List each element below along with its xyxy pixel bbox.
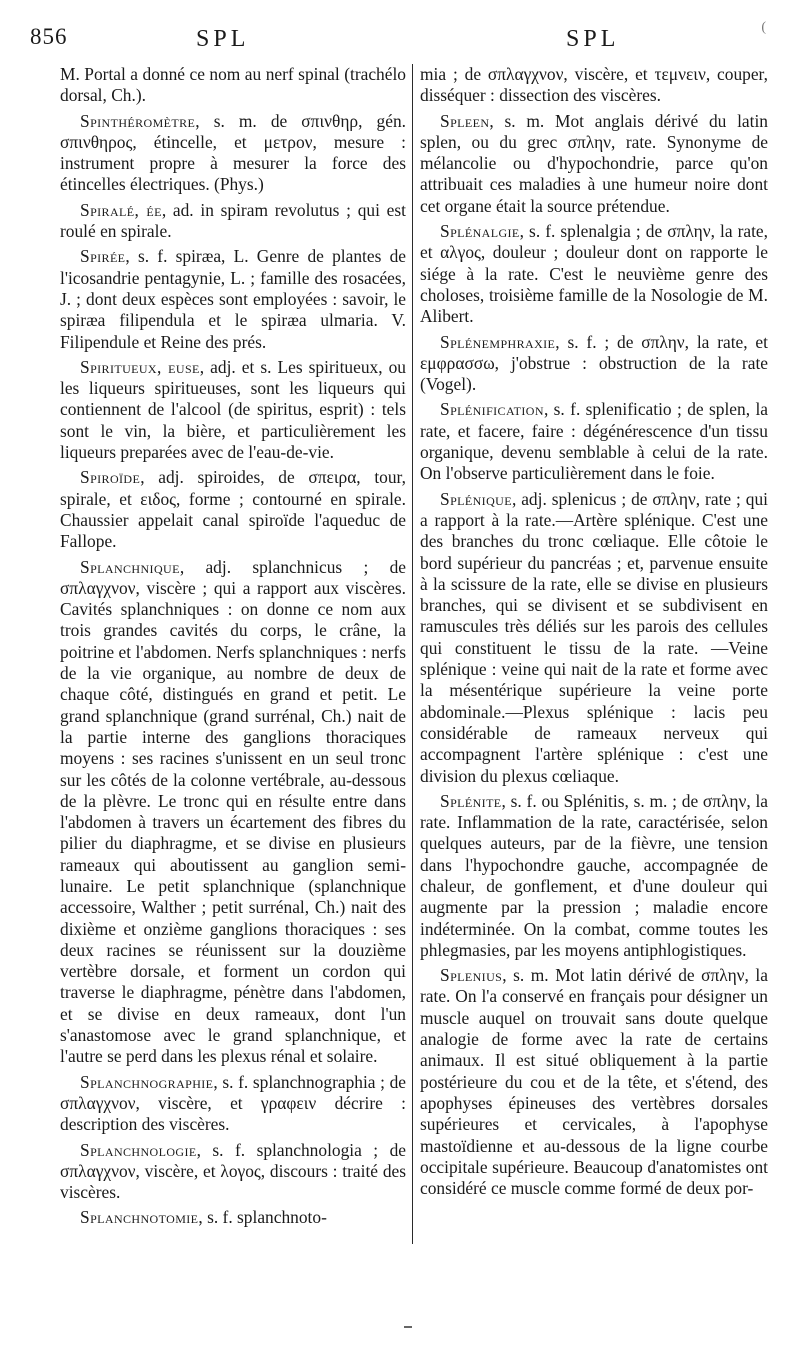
entry-headword: Splanchnotomie [80,1207,199,1228]
entry-headword: Splénique [440,488,512,509]
column-divider [412,64,413,1244]
dictionary-entry [420,221,768,327]
entry-text: , s. f. splanchnographia ; de σπλαγχνον, viscère, et γραφειν décrire : description des viscères. [60,1071,406,1135]
entry-headword: Splenius [440,965,503,986]
entry-text: mia ; de σπλαγχνον, viscère, et τεμνειν, couper, disséquer : dissection des viscères. [420,64,768,106]
continued-text [420,64,768,107]
corner-mark: ( [761,20,766,35]
entry-text: , adj. et s. Les spiritueux, ou les liqueurs spiritueuses, sont les liqueurs qui contiennent de l'alcool (de spiritus, esprit) : tels sont le vin, la bière, et particulièrement les liqueurs preparées avec de l'eau-de-vie. [60,356,406,463]
entry-headword: Splénemphraxie [440,331,556,352]
entry-headword: Splénification [440,399,544,420]
dictionary-entry [60,1072,406,1136]
entry-text: , ad. in spiram revolutus ; qui est roulé en spirale. [60,199,406,242]
entry-text: , s. f. spiræa, L. Genre de plantes de l'icosandrie pentagynie, L. ; famille des rosacées, J. ; dont deux espèces sont employées : savoir, le spiræa filipendula et le spiræa ulmaria. V. Filipendule et Reine des prés. [60,246,406,352]
entry-headword: Splénalgie [440,221,520,242]
entry-text: , s. f. splanchnologia ; de σπλαγχνον, viscère, et λογος, discours : traité des viscères. [60,1139,406,1203]
entry-text: M. Portal a donné ce nom au nerf spinal (trachélo dorsal, Ch.). [60,64,406,106]
entry-headword: Splanchnique [80,556,180,577]
dictionary-entry [60,111,406,196]
dictionary-entry [420,791,768,961]
entry-text: , s. f. ou Splénitis, s. m. ; de σπλην, la rate. Inflammation de la rate, caractérisée, selon quelques auteurs, par de la fièvre, une tension dans l'hypochondre gauche, accompagnée de chaleur, de gonflement, et d'une douleur qui augmente par la pression ; maladie encore indéterminée. On la combat, comme toutes les phlegmasies, par les moyens antiphlogistiques. [420,790,768,960]
dictionary-entry [60,467,406,552]
dictionary-entry [420,965,768,1199]
entry-text: , s. f. splenificatio ; de splen, la rate, et facere, faire : dégénérescence d'un tissu organique, devenu semblable à celui de la rate. On l'observe particulièrement dans le foie. [420,399,768,484]
entry-headword: Spinthéromètre [80,110,196,131]
dictionary-entry [60,1207,406,1228]
entry-text: , s. m. Mot anglais dérivé du latin splen, ou du grec σπλην, rate. Synonyme de mélancolie ou d'hypochondrie, parce qu'on attribuait ces maladies à une humeur noire dont cet organe était la source prétendue. [420,110,768,216]
dictionary-entry [420,489,768,787]
entry-text: , s. m. Mot latin dérivé de σπλην, la rate. On l'a conservé en français pour désigner un muscle auquel on trouvait sans doute quelque analogie de forme avec la rate de certains animaux. Il est situé obliquement à la partie postérieure du cou et de la tête, et s'étend, des apophyses épineuses des vertèbres dorsales supérieures et cervicales, à l'apophyse mastoïdienne et au-dessous de la ligne courbe occipitale supérieure. Beaucoup d'anatomistes ont considéré ce muscle comme formé de deux por- [420,965,768,1199]
dictionary-entry [60,1140,406,1204]
dictionary-entry [60,357,406,463]
dictionary-entry [60,557,406,1068]
entry-headword: Spiroïde [80,467,141,488]
dictionary-entry [420,399,768,484]
right-column [420,64,768,1199]
entry-text: , s. f. splenalgia ; de σπλην, la rate, et αλγος, douleur ; douleur dont on rapporte le siége à la rate. C'est le neuvième genre des choloses, troisième famille de la Nosologie de M. Alibert. [420,221,768,327]
page-number: 856 [30,24,68,49]
entry-headword: Spleen [440,110,490,131]
entry-text: , adj. splanchnicus ; de σπλαγχνον, viscère ; qui a rapport aux viscères. Cavités splanchniques : on donne ce nom aux trois grandes cavités du corps, le crâne, la poitrine et l'abdomen. Nerfs splanchniques : nerfs de la vie organique, au nombre de deux de chaque côté, distingués en grand et petit. Le grand splanchnique (grand surrénal, Ch.) nait de la partie interne des ganglions thoraciques moyens : ses racines s'unissent en un seul tronc sur les côtés de la colonne vertébrale, au-dessous de la plèvre. Le tronc qui en résulte entre dans l'abdomen à travers un écartement des fibres du pilier du diaphragme, et se divise en plusieurs rameaux qui aboutissent au ganglion semi-lunaire. Le petit splanchnique (splanchnique accessoire, Walther ; petit surrénal, Ch.) nait des dixième et onzième ganglions thoraciques : ses deux racines se réunissent sur la douzième vertèbre dorsale, et forment un cordon qui traverse le diaphragme, pénètre dans l'abdomen, et se divise en deux rameaux, dont l'un s'anastomose avec le grand splanchnique, et l'autre se perd dans les plexus rénal et solaire. [60,556,406,1067]
entry-text: , adj. spiroides, de σπειρα, tour, spirale, et ειδος, forme ; contourné en spirale. Chaussier appelait canal spiroïde l'aqueduc de Fallope. [60,467,406,552]
entry-headword: Splénite [440,790,502,811]
running-head-right: SPL [566,26,620,52]
entry-headword: Spiralé, ée [80,199,162,220]
entry-text: , s. f. ; de σπλην, la rate, et εμφρασσω, j'obstrue : obstruction de la rate (Vogel). [420,331,768,395]
dictionary-entry [420,111,768,217]
entry-text: , adj. splenicus ; de σπλην, rate ; qui a rapport à la rate.—Artère splénique. C'est une des branches du tronc cœliaque. Elle côtoie le bord supérieur du pancréas ; et, parvenue ensuite à la scissure de la rate, elle se divise en plusieurs branches, qui se divisent et se subdivisent en ramuscules très déliés sur les parois des cellules qui constituent le tissu de la rate. —Veine splénique : veine qui nait de la rate et forme avec la mésentérique supérieure la veine porte abdominale.—Plexus splénique : lacis peu considérable de rameaux nerveux qui accompagnent l'artère splénique : c'est une division du plexus cœliaque. [420,488,768,786]
left-column [60,64,406,1229]
entry-headword: Spirée [80,246,126,267]
running-head-left: SPL [196,26,250,52]
entry-headword: Splanchnologie [80,1139,197,1160]
entry-text: , s. f. splanchnoto- [198,1207,327,1228]
entry-text: , s. m. de σπινθηρ, gén. σπινθηρος, étincelle, et μετρον, mesure : instrument propre à mesurer la force des étincelles électriques. (Phys.) [60,110,406,195]
dictionary-entry [60,200,406,243]
entry-headword: Splanchnographie [80,1071,214,1092]
dictionary-entry [420,332,768,396]
continued-text [60,64,406,107]
entry-headword: Spiritueux, euse [80,356,200,377]
dictionary-entry [60,246,406,352]
footer-mark [404,1326,412,1328]
